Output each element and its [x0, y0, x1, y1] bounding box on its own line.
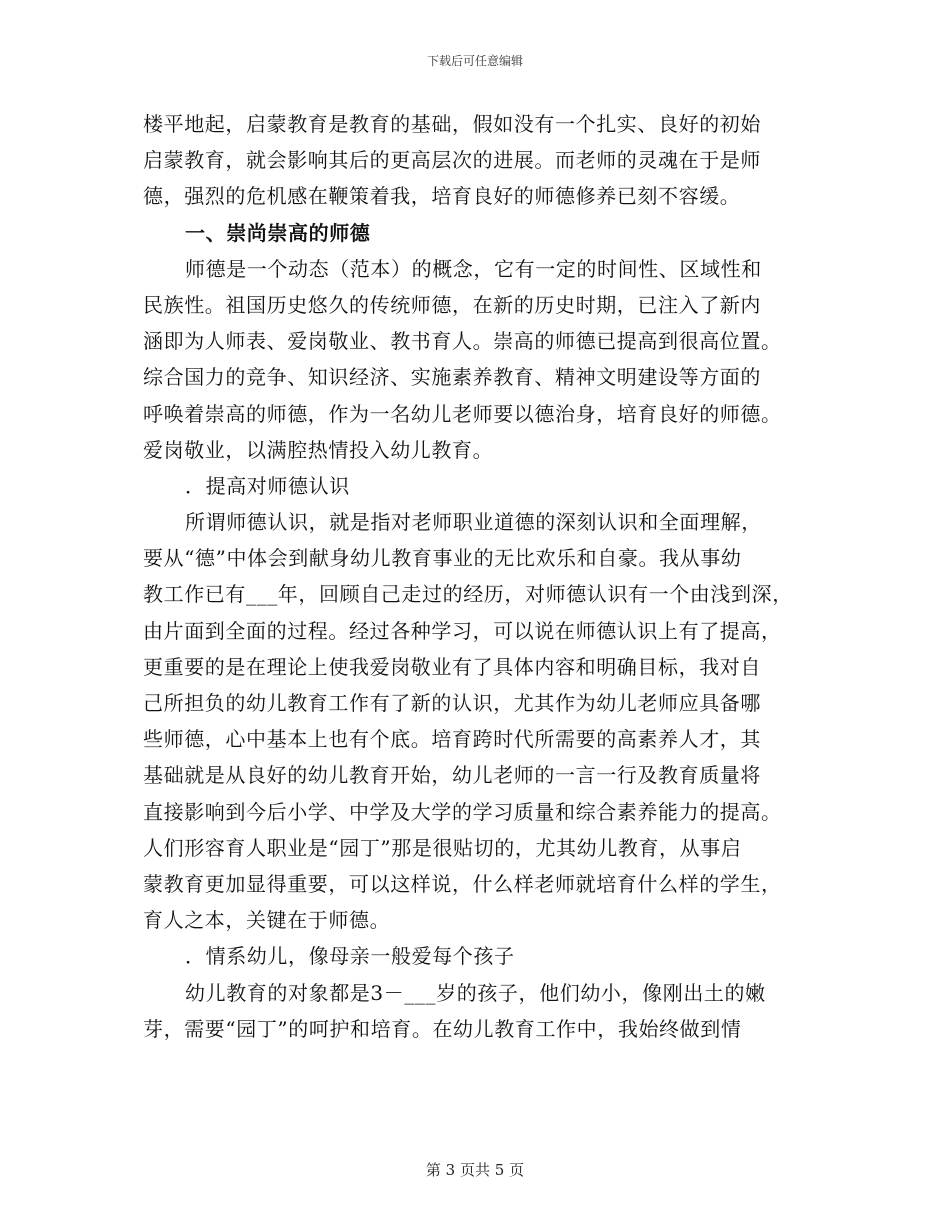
text-line: 人们形容育人职业是“园丁”那是很贴切的，尤其幼儿教育，从事启	[143, 835, 742, 860]
text-line: 所谓师德认识，就是指对老师职业道德的深刻认识和全面理解，	[185, 510, 762, 535]
page-footer: 第 3 页共 5 页	[425, 1161, 525, 1179]
text-line: 民族性。祖国历史悠久的传统师德，在新的历史时期，已注入了新内	[143, 292, 761, 317]
text-line: 更重要的是在理论上使我爱岗敬业有了具体内容和明确目标，我对自	[143, 654, 761, 679]
text-line: 综合国力的竞争、知识经济、实施素养教育、精神文明建设等方面的	[143, 365, 761, 390]
text-line: 基础就是从良好的幼儿教育开始，幼儿老师的一言一行及教育质量将	[143, 763, 761, 788]
page-header: 下载后可任意编辑	[426, 54, 523, 68]
text-line: 启蒙教育，就会影响其后的更高层次的进展。而老师的灵魂在于是师	[143, 148, 761, 173]
text-line: 直接影响到今后小学、中学及大学的学习质量和综合素养能力的提高。	[143, 799, 782, 824]
text-line: 由片面到全面的过程。经过各种学习，可以说在师德认识上有了提高，	[143, 618, 782, 643]
text-line: 蒙教育更加显得重要，可以这样说，什么样老师就培育什么样的学生，	[143, 871, 782, 896]
text-line: 幼儿教育的对象都是3－___岁的孩子，他们幼小，像刚出土的嫩	[185, 980, 766, 1005]
text-line: 爱岗敬业，以满腔热情投入幼儿教育。	[143, 437, 494, 462]
text-line: ．情系幼儿，像母亲一般爱每个孩子	[185, 944, 515, 969]
text-line: 己所担负的幼儿教育工作有了新的认识，尤其作为幼儿老师应具备哪	[143, 691, 761, 715]
text-line: 涵即为人师表、爱岗敬业、教书育人。崇高的师德已提高到很高位置。	[143, 329, 782, 354]
text-line: 楼平地起，启蒙教育是教育的基础，假如没有一个扎实、良好的初始	[143, 112, 761, 136]
text-line: ．提高对师德认识	[185, 473, 350, 498]
text-line: 要从“德”中体会到献身幼儿教育事业的无比欢乐和自豪。我从事幼	[143, 546, 742, 571]
section-heading: 一、崇尚崇高的师德	[185, 220, 371, 245]
text-line: 些师德，心中基本上也有个底。培育跨时代所需要的高素养人才，其	[143, 727, 761, 752]
text-line: 教工作已有___年，回顾自己走过的经历，对师德认识有一个由浅到深，	[143, 582, 793, 607]
text-line: 呼唤着崇高的师德，作为一名幼儿老师要以德治身，培育良好的师德。	[143, 401, 782, 426]
document-body	[143, 106, 808, 1047]
text-line: 师德是一个动态（范本）的概念，它有一定的时间性、区域性和	[185, 256, 762, 281]
text-line: 芽，需要“园丁”的呵护和培育。在幼儿教育工作中，我始终做到情	[143, 1016, 742, 1041]
text-line: 育人之本，关键在于师德。	[143, 908, 391, 933]
text-line: 德，强烈的危机感在鞭策着我，培育良好的师德修养已刻不容缓。	[143, 184, 741, 209]
